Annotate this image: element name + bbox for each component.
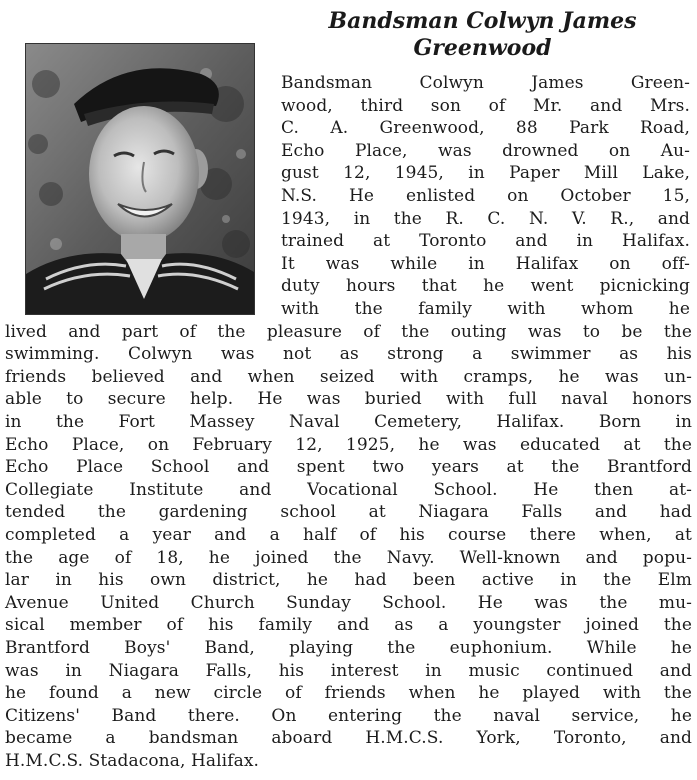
article-title-line-2: Greenwood (413, 35, 552, 61)
body-line: friends believed and when seized with cramps, he was un- (5, 366, 692, 387)
article-title-line-1: Bandsman Colwyn James (328, 8, 637, 34)
body-line: Collegiate Institute and Vocational School. He then at- (5, 479, 692, 500)
portrait-photo (25, 43, 255, 315)
body-line: lar in his own district, he had been active in the Elm (5, 570, 692, 591)
body-line: duty hours that he went picnicking (281, 276, 690, 297)
body-line: completed a year and a half of his course there when, at (5, 525, 692, 545)
body-line: Echo Place, was drowned on Au- (281, 140, 690, 161)
body-line: sical member of his family and as a youngster joined the (5, 615, 692, 636)
body-line: he found a new circle of friends when he played with the (5, 683, 692, 704)
body-line: able to secure help. He was buried with full naval honors (5, 389, 692, 410)
body-line: wood, third son of Mr. and Mrs. (281, 95, 690, 116)
body-line: Citizens' Band there. On entering the naval service, he (5, 705, 692, 726)
body-line: swimming. Colwyn was not as strong a swimmer as his (5, 344, 692, 365)
body-line: It was while in Halifax on off- (281, 253, 690, 274)
body-line: H.M.C.S. Stadacona, Halifax. (5, 751, 260, 771)
body-line: became a bandsman aboard H.M.C.S. York, Toronto, and (5, 728, 692, 749)
body-line: tended the gardening school at Niagara Falls and had (5, 502, 692, 523)
body-line: 1943, in the R. C. N. V. R., and (281, 208, 690, 229)
body-line: Bandsman Colwyn James Green- (281, 73, 690, 93)
body-line: Echo Place School and spent two years at the Brantford (5, 457, 692, 478)
body-line: with the family with whom he (281, 299, 690, 319)
body-line: was in Niagara Falls, his interest in music continued and (5, 660, 692, 681)
body-line: in the Fort Massey Naval Cemetery, Halifax. Born in (5, 412, 692, 432)
body-line: Brantford Boys' Band, playing the euphonium. While he (5, 638, 692, 658)
body-line: trained at Toronto and in Halifax. (281, 231, 690, 252)
body-line: gust 12, 1945, in Paper Mill Lake, (281, 163, 690, 184)
body-line: Echo Place, on February 12, 1925, he was educated at the (5, 434, 692, 455)
article-title (268, 8, 697, 62)
body-line: the age of 18, he joined the Navy. Well-known and popu- (5, 547, 692, 568)
body-line: lived and part of the pleasure of the outing was to be the (5, 321, 692, 342)
body-line: N.S. He enlisted on October 15, (281, 186, 690, 206)
body-line: Avenue United Church Sunday School. He was the mu- (5, 592, 692, 613)
body-line: C. A. Greenwood, 88 Park Road, (281, 118, 690, 139)
